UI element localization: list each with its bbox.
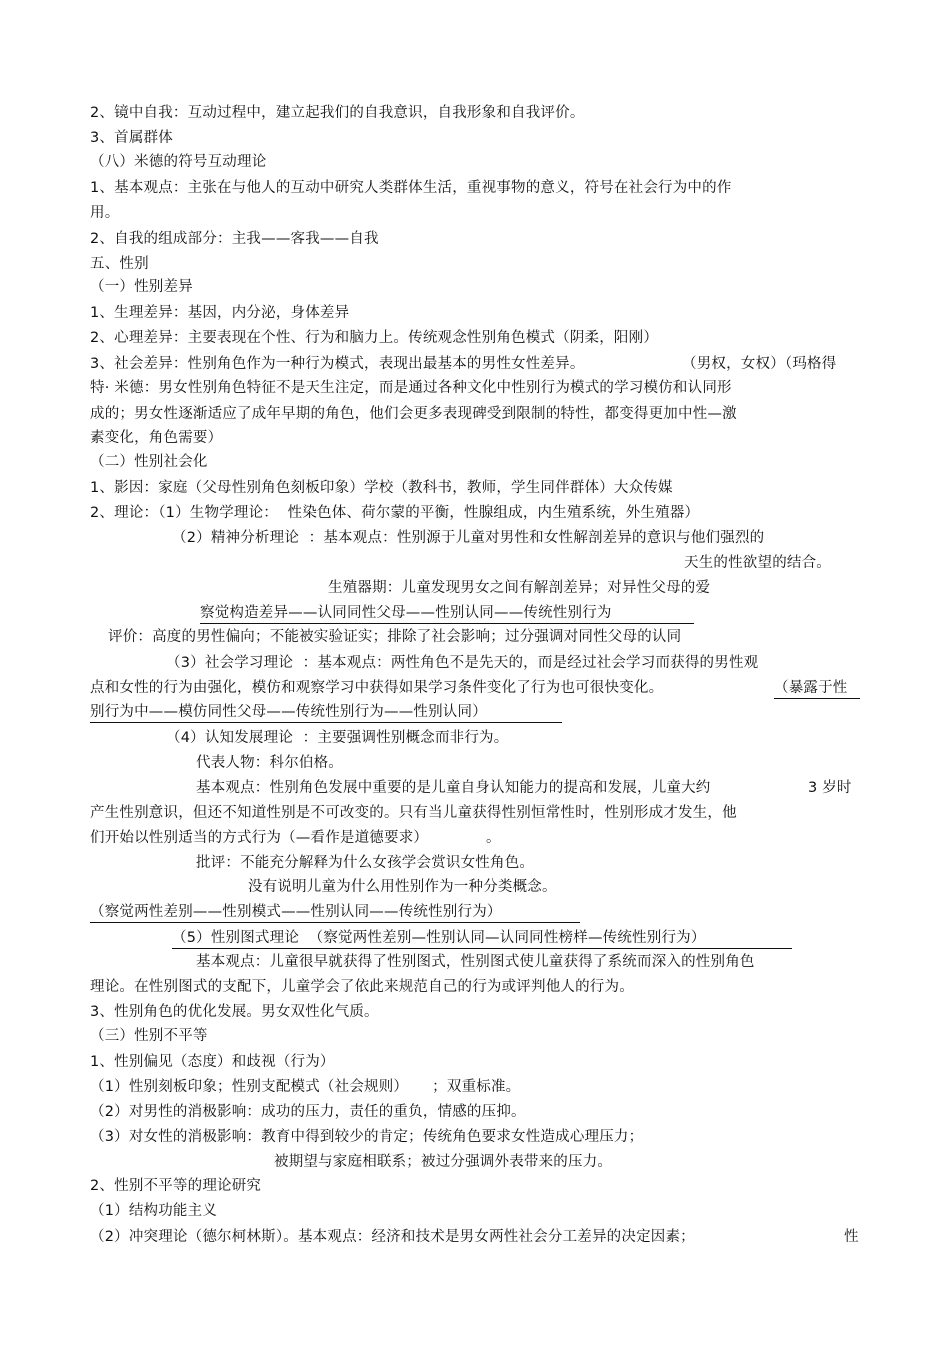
- text-line: 评价：高度的男性偏向；不能被实验证实；排除了社会影响；过分强调对同性父母的认同: [108, 629, 682, 645]
- text-line: （3）社会学习理论 ：基本观点：两性角色不是先天的，而是经过社会学习而获得的男性观: [166, 655, 759, 671]
- text-line: （1）性别刻板印象；性别支配模式（社会规则） ；双重标准。: [90, 1079, 521, 1095]
- text-line: 2、镜中自我：互动过程中，建立起我们的自我意识，自我形象和自我评价。: [90, 105, 585, 121]
- text-line: 们开始以性别适当的方式行为（—看作是道德要求）: [90, 830, 429, 846]
- text-line: 性: [844, 1229, 859, 1245]
- text-line: 3、首属群体: [90, 130, 173, 146]
- text-line: 2、理论：（1）生物学理论： 性染色体、荷尔蒙的平衡，性腺组成，内生殖系统，外生殖器）: [90, 505, 700, 521]
- text-line: 3、社会差异：性别角色作为一种行为模式，表现出最基本的男性女性差异。: [90, 356, 585, 372]
- text-line: 基本观点：性别角色发展中重要的是儿童自身认知能力的提高和发展，儿童大约: [196, 780, 711, 796]
- text-line: 基本观点：儿童很早就获得了性别图式，性别图式使儿童获得了系统而深入的性别角色: [196, 954, 755, 970]
- text-line: 产生性别意识，但还不知道性别是不可改变的。只有当儿童获得性别恒常性时，性别形成才发生，他: [90, 805, 737, 821]
- text-line: 2、自我的组成部分：主我——客我——自我: [90, 231, 379, 247]
- text-line: 1、影因：家庭（父母性别角色刻板印象）学校（教科书，教师，学生同伴群体）大众传媒: [90, 480, 673, 496]
- text-line: 批评：不能充分解释为什么女孩学会赏识女性角色。: [196, 855, 535, 871]
- section-heading: （一）性别差异: [90, 279, 193, 295]
- text-line: （男权，女权）（玛格得: [682, 356, 837, 372]
- text-line: 点和女性的行为由强化，模仿和观察学习中获得如果学习条件变化了行为也可很快变化。: [90, 680, 664, 696]
- text-line: 没有说明儿童为什么用性别作为一种分类概念。: [248, 879, 557, 895]
- text-line: （3）对女性的消极影响：教育中得到较少的肯定；传统角色要求女性造成心理压力；: [90, 1129, 644, 1145]
- text-line: 3、性别角色的优化发展。男女双性化气质。: [90, 1004, 379, 1020]
- text-line: 代表人物：科尔伯格。: [196, 755, 343, 771]
- section-heading: （八）米德的符号互动理论: [90, 154, 267, 170]
- text-line: 1、性别偏见（态度）和歧视（行为）: [90, 1054, 335, 1070]
- text-line: （1）结构功能主义: [90, 1203, 218, 1219]
- underlined-line: （暴露于性: [774, 678, 860, 699]
- text-line: 天生的性欲望的结合。: [684, 555, 831, 571]
- text-line: （2）精神分析理论 ：基本观点：性别源于儿童对男性和女性解剖差异的意识与他们强烈的: [172, 530, 765, 546]
- text-line: 3 岁时: [808, 780, 852, 796]
- section-heading: （三）性别不平等: [90, 1028, 208, 1044]
- text-line: 1、基本观点：主张在与他人的互动中研究人类群体生活，重视事物的意义，符号在社会行为中的作: [90, 180, 732, 196]
- text-line: （2）冲突理论（德尔柯林斯）。基本观点：经济和技术是男女两性社会分工差异的决定因素；: [90, 1229, 695, 1245]
- underlined-line: 别行为中——模仿同性父母——传统性别行为——性别认同）: [90, 702, 562, 723]
- text-line: （2）对男性的消极影响：成功的压力，责任的重负，情感的压抑。: [90, 1104, 526, 1120]
- text-line: 2、心理差异：主要表现在个性、行为和脑力上。传统观念性别角色模式（阴柔，阳刚）: [90, 330, 659, 346]
- text-line: 特· 米德：男女性别角色特征不是天生注定，而是通过各种文化中性别行为模式的学习模仿和认同形: [90, 380, 732, 396]
- text-line: 用。: [90, 205, 120, 221]
- chapter-heading: 五、性别: [90, 256, 149, 272]
- text-line: （4）认知发展理论 ：主要强调性别概念而非行为。: [166, 730, 509, 746]
- text-line: 2、性别不平等的理论研究: [90, 1178, 262, 1194]
- text-line: 生殖器期：儿童发现男女之间有解剖差异；对异性父母的爱: [328, 580, 711, 596]
- text-line: 。: [486, 830, 501, 846]
- underlined-line: 察觉构造差异——认同同性父母——性别认同——传统性别行为: [200, 603, 694, 624]
- text-line: 理论。在性别图式的支配下，儿童学会了依此来规范自己的行为或评判他人的行为。: [90, 979, 634, 995]
- underlined-line: （察觉两性差别——性别模式——性别认同——传统性别行为）: [90, 902, 580, 923]
- text-line: 成的；男女性逐渐适应了成年早期的角色，他们会更多表现碑受到限制的特性，都变得更加中性—激: [90, 406, 737, 422]
- section-heading: （二）性别社会化: [90, 454, 208, 470]
- underlined-line: （5）性别图式理论 （察觉两性差别—性别认同—认同同性榜样—传统性别行为）: [172, 928, 792, 949]
- text-line: 被期望与家庭相联系；被过分强调外表带来的压力。: [274, 1154, 613, 1170]
- text-line: 素变化，角色需要）: [90, 430, 223, 446]
- text-line: 1、生理差异：基因，内分泌，身体差异: [90, 305, 350, 321]
